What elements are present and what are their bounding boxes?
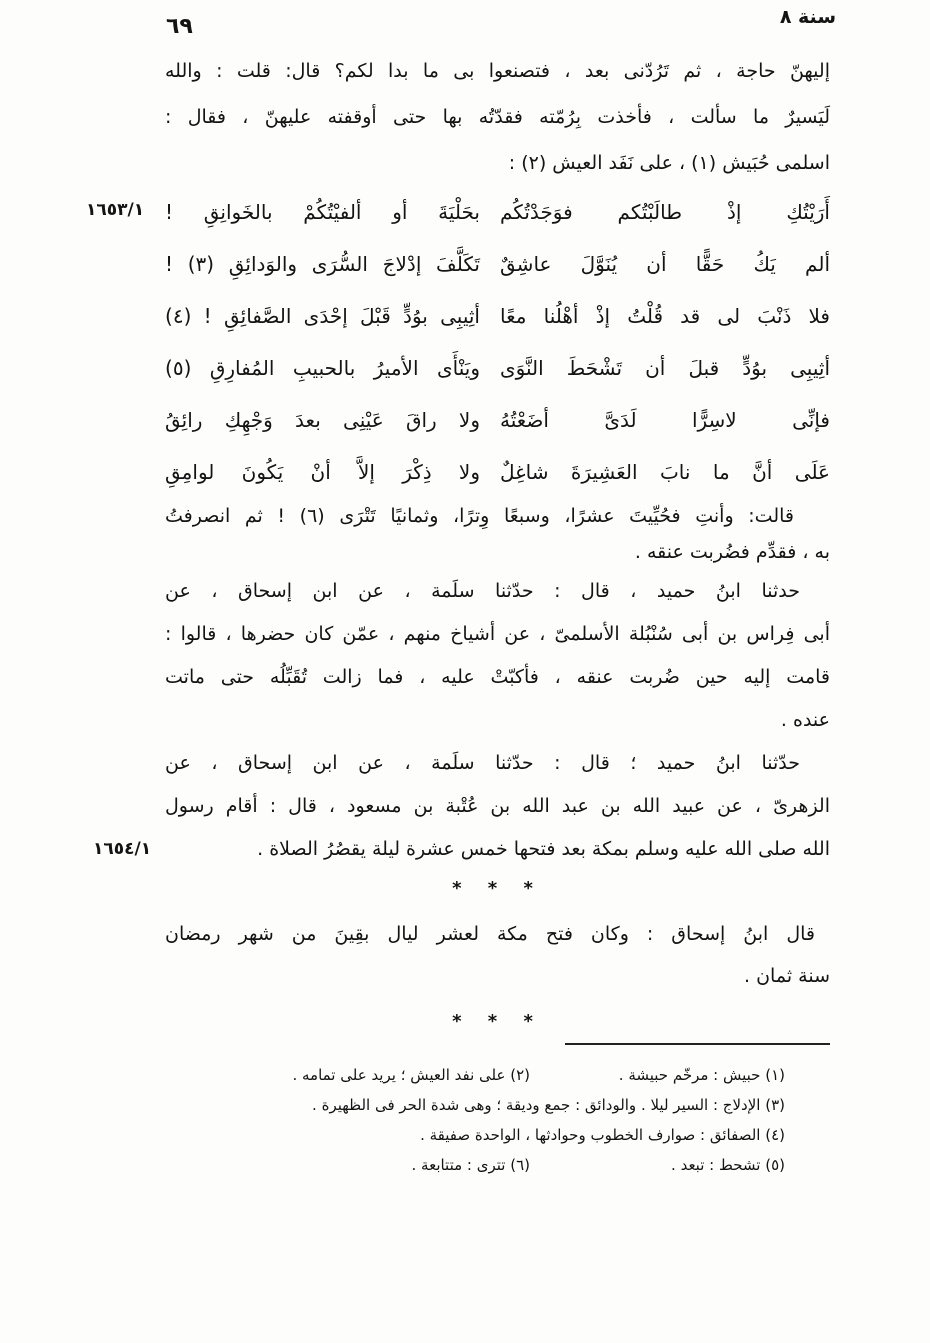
footnote: (١) حبيش : مرخّم حبيشة . <box>618 1066 785 1084</box>
verse-first-hemistich: أَرَيْتُكِ إذْ طالَبْتُكم فوَجَدْتُكُم <box>500 200 830 224</box>
verse-second-hemistich: ولا راقَ عَيْنِى بعدَ وَجْهِكِ رائِقُ <box>165 408 480 432</box>
verse-first-hemistich: فلا ذَنْبَ لى قد قُلْتُ إذْ أهْلُنا معًا <box>500 304 830 328</box>
verse-second-hemistich: أثِيبِى بوُدٍّ قَبْلَ إحْدَى الصَّفائِقِ ! (٤) <box>165 304 480 328</box>
footnote: (٤) الصفائق : صوارف الخطوب وحوادثها ، الواحدة صفيقة . <box>420 1126 785 1144</box>
footnote-row <box>165 1150 785 1180</box>
verse-first-hemistich: أثِيبِى بوُدٍّ قبلَ أن تَشْحَطَ النَّوَى <box>500 356 830 380</box>
margin-reference: ١٦٥٤/١ <box>93 839 152 859</box>
section-separator: * * * <box>452 878 543 899</box>
verse-second-hemistich: ولا ذِكْرَ إلاَّ أنْ يَكُونَ لوامِقِ <box>165 460 480 484</box>
verse-first-hemistich: ألم يَكُ حَقًّا أن يُنَوَّلَ عاشِقٌ <box>500 252 830 276</box>
footnote: (٦) تترى : متتابعة . <box>411 1156 530 1174</box>
running-title: سنة ٨ <box>779 6 836 28</box>
text-line: قامت إليه حين ضُربت عنقه ، فأكبّتْ عليه ، فما زالت تُقَبِّلُه حتى ماتت <box>165 666 830 688</box>
verse-second-hemistich: ويَنْأَى الأميرُ بالحبيبِ المُفارِقِ (٥) <box>165 356 480 380</box>
poem <box>165 186 830 498</box>
page-number: ٦٩ <box>166 14 193 39</box>
poem-verse <box>165 342 830 394</box>
footnote-row <box>165 1090 785 1120</box>
text-line: حدثنا ابنُ حميد ، قال : حدّثنا سلَمة ، عن ابن إسحاق ، عن <box>165 580 800 602</box>
text-line: الله صلى الله عليه وسلم بمكة بعد فتحها خمس عشرة ليلة يقصُرُ الصلاة . <box>257 838 830 860</box>
text-line: إليهنّ حاجة ، ثم تَرُدّنى بعد ، فتصنعوا بى ما بدا لكم؟ قال: قلت : والله <box>165 60 830 82</box>
footnote-row <box>165 1120 785 1150</box>
text-line: أبى فِراس بن أبى سُنْبُلة الأسلمىّ ، عن أشياخ منهم ، عمّن كان حضرها ، قالوا : <box>165 623 830 645</box>
text-line: الزهرىّ ، عن عبيد الله بن عبد الله بن عُتْبة بن مسعود ، قال : أقام رسول <box>165 795 830 817</box>
poem-verse <box>165 290 830 342</box>
footnote: (٣) الإدلاج : السير ليلا . والودائق : جمع وديقة ؛ وهى شدة الحر فى الظهيرة . <box>312 1096 785 1114</box>
text-line: حدّثنا ابنُ حميد ؛ قال : حدّثنا سلَمة ، عن ابن إسحاق ، عن <box>165 752 800 774</box>
paragraph <box>165 913 830 997</box>
text-line: به ، فقدِّم فضُربت عنقه . <box>634 541 830 563</box>
footnote-divider <box>565 1043 830 1045</box>
text-line: قال ابنُ إسحاق : وكان فتح مكة لعشر ليال بقِينَ من شهر رمضان <box>165 923 815 945</box>
text-line: لَيَسيرٌ ما سألت ، فأخذت بِرُمّته فقدّتُه بها حتى أوقفته عليهنّ ، فقال : <box>165 106 830 128</box>
poem-verse <box>165 238 830 290</box>
paragraph <box>165 742 830 871</box>
text-line: عنده . <box>780 709 830 731</box>
after-poem-passage <box>165 498 830 570</box>
intro-passage <box>165 48 830 186</box>
verse-second-hemistich: تَكَلَّفَ إدْلاجَ السُّرَى والوَدائِقِ (٣) ! <box>165 252 480 276</box>
verse-first-hemistich: عَلَى أنَّ ما نابَ العَشِيرَةَ شاغِلٌ <box>500 460 830 484</box>
margin-reference: ١٦٥٣/١ <box>86 200 145 220</box>
footnote-row <box>165 1060 785 1090</box>
footnotes <box>165 1060 830 1180</box>
section-separator: * * * <box>452 1011 543 1032</box>
footnote: (٢) على نفد العيش ؛ يريد على تمامه . <box>292 1066 530 1084</box>
text-line: سنة ثمان . <box>744 965 830 987</box>
text-line: قالت: وأنتِ فحُيِّيتَ عشرًا، وسبعًا وِترًا، وثمانيًا تَتْرَى (٦) ! ثم انصرفتُ <box>165 505 794 527</box>
main-text <box>165 48 830 1047</box>
verse-second-hemistich: بحَلْيَةَ أو ألفيْتُكُمْ بالخَوانِقِ ! <box>165 200 480 224</box>
poem-verse <box>165 186 830 238</box>
poem-verse <box>165 394 830 446</box>
paragraph <box>165 570 830 742</box>
text-line: اسلمى حُبَيش (١) ، على نَفَد العيش (٢) : <box>508 152 830 174</box>
footnote: (٥) تشحط : تبعد . <box>671 1156 785 1174</box>
poem-verse <box>165 446 830 498</box>
verse-first-hemistich: فإنِّى لاسِرًّا لَدَىَّ أضَعْتُهُ <box>500 408 830 432</box>
